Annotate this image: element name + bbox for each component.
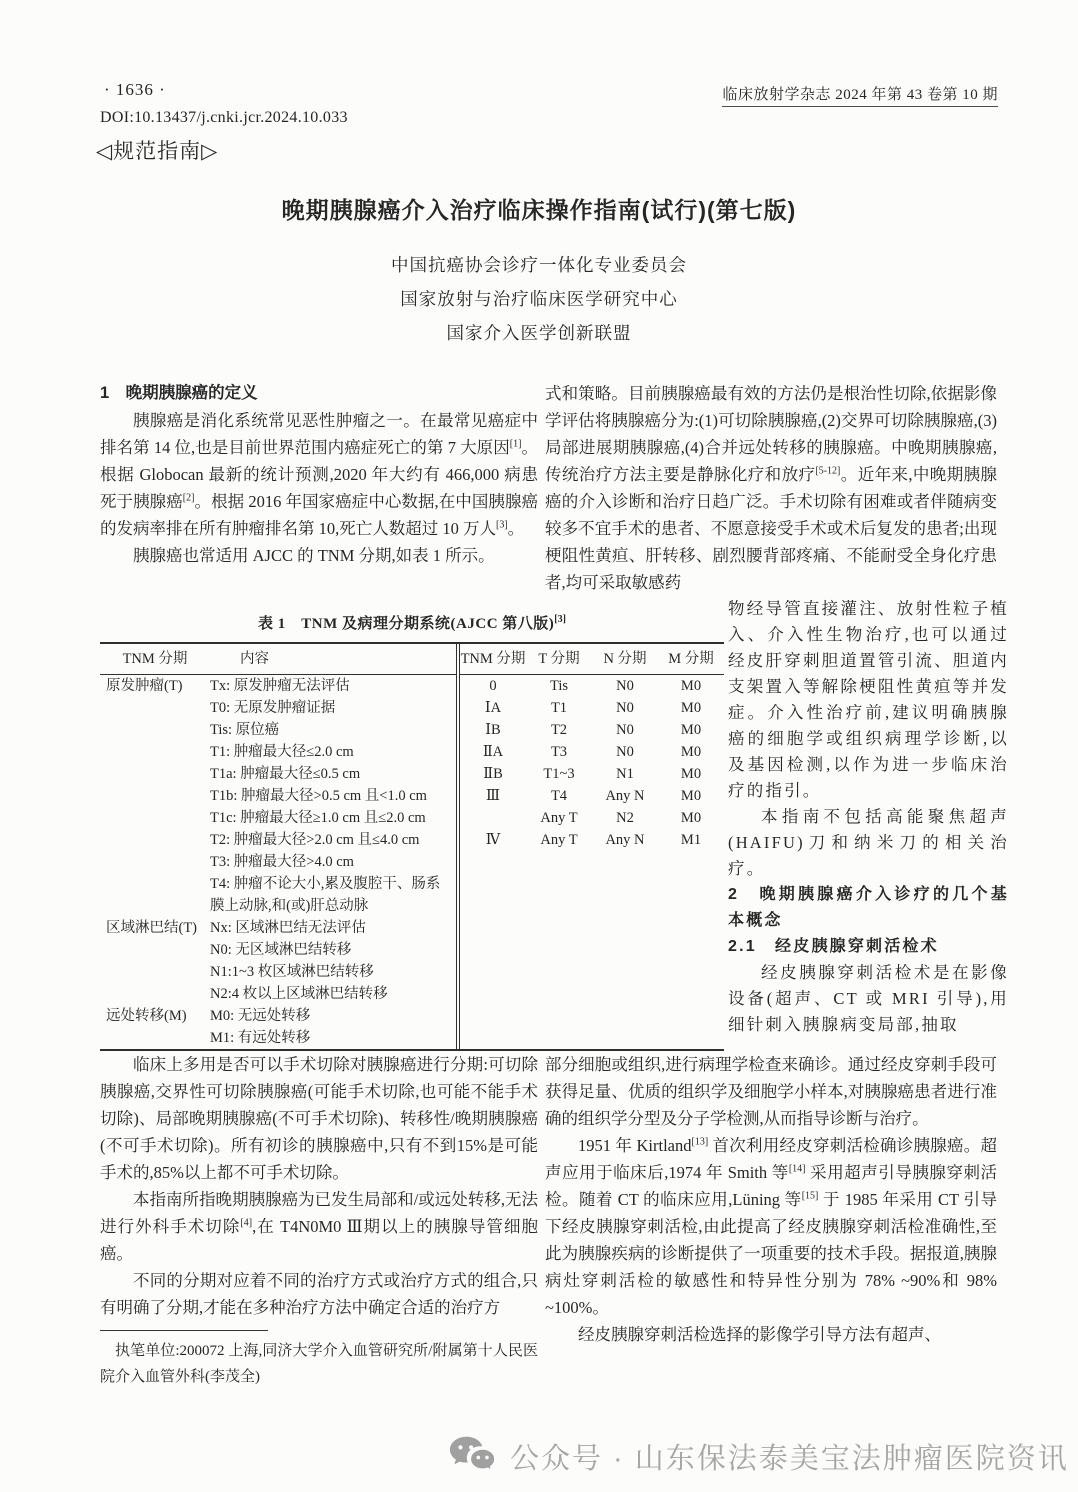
table-cell: Tis: 原位癌	[210, 722, 280, 738]
table-cell: N0: 无区域淋巴结转移	[210, 942, 352, 958]
table-row	[460, 763, 724, 785]
paragraph: 胰腺癌也常适用 AJCC 的 TNM 分期,如表 1 所示。	[133, 546, 495, 565]
author-footnote: 执笔单位:200072 上海,同济大学介入血管研究所/附属第十人民医院介入血管外科(李茂全)	[100, 1343, 538, 1385]
table-row	[460, 741, 724, 763]
table-row	[460, 719, 724, 741]
table-cell: Any T	[540, 810, 578, 826]
table-cell: T1~3	[543, 766, 575, 782]
table-group-metastasis	[100, 1005, 456, 1049]
table-group-lymph-nodes	[100, 917, 456, 1005]
table-cell: T0: 无原发肿瘤证据	[210, 700, 336, 716]
table-cell: Tx: 原发肿瘤无法评估	[210, 678, 350, 694]
reference-superscript: [4]	[240, 1217, 253, 1229]
reference-superscript: [3]	[554, 614, 566, 625]
table-cell: N2	[616, 810, 634, 826]
table-right-part	[460, 644, 724, 1049]
right-column-bottom	[545, 1051, 997, 1348]
table-cell: M0: 无远处转移	[210, 1008, 311, 1024]
table-cell: M0	[680, 788, 702, 804]
table-cell: M0	[680, 700, 702, 716]
affiliation-line: 国家介入医学创新联盟	[446, 323, 632, 343]
section-heading-1: 1 晚期胰腺癌的定义	[100, 384, 258, 402]
paragraph: 胰腺癌是消化系统常见恶性肿瘤之一。在最常见癌症中排名第 14 位,也是目前世界范围内癌症死亡的第 7 大原因[1]。根据 Globocan 最新的统计预测,2020 年大约有 466,000 病患死于胰腺癌[2]。根据 2016 年国家癌症中心数据,在中国胰腺癌的发病率排在所有肿瘤排名第 10,死亡人数超过 10 万人[3]。	[100, 411, 539, 538]
paragraph: 部分细胞或组织,进行病理学检查来确诊。通过经皮穿刺手段可获得足量、优质的组织学及细胞学小样本,对胰腺癌患者进行准确的组织学分型及分子学检测,从而指导诊断与治疗。	[545, 1055, 997, 1128]
table-cell: T4	[550, 788, 568, 804]
table-cell: N0	[616, 744, 634, 760]
table-header-row	[460, 644, 724, 675]
table-cell: Any T	[540, 832, 578, 848]
paragraph: 本指南不包括高能聚焦超声(HAIFU)刀和纳米刀的相关治疗。	[728, 807, 1009, 878]
wechat-icon	[448, 1434, 498, 1478]
table-cell: M1	[680, 832, 702, 848]
table-cell: T1	[550, 700, 568, 716]
doi: DOI:10.13437/j.cnki.jcr.2024.10.033	[100, 109, 348, 126]
column-header: T 分期	[538, 651, 580, 667]
section-heading-2-1: 2.1 经皮胰腺穿刺活检术	[728, 938, 939, 955]
table-cell: T1: 肿瘤最大径≤2.0 cm	[210, 744, 354, 760]
table-cell: T1c: 肿瘤最大径≥1.0 cm 且≤2.0 cm	[210, 810, 426, 826]
table-cell: Tis	[549, 678, 569, 694]
table-group-primary-tumor	[100, 675, 456, 917]
reference-superscript: [14]	[788, 1163, 806, 1175]
table-cell: N0	[616, 722, 634, 738]
paragraph: 经皮胰腺穿刺活检术是在影像设备(超声、CT 或 MRI 引导),用细针刺入胰腺病变局部,抽取	[728, 963, 1009, 1034]
table-cell: T2	[550, 722, 568, 738]
table-cell: Nx: 区域淋巴结无法评估	[210, 920, 366, 936]
table-row	[460, 697, 724, 719]
right-column-top	[545, 380, 997, 596]
table-cell: N1	[616, 766, 634, 782]
table-cell: N0	[616, 700, 634, 716]
table-cell: Any N	[605, 832, 645, 848]
reference-superscript: [1]	[509, 438, 522, 450]
affiliations	[0, 248, 1078, 350]
table-cell: Ⅳ	[485, 832, 501, 848]
table-cell	[460, 807, 526, 829]
table-cell: M0	[680, 766, 702, 782]
column-header: 内容	[240, 651, 269, 667]
table-cell: 0	[489, 678, 497, 694]
watermark-text: 公众号 · 山东保法泰美宝法肿瘤医院资讯	[510, 1442, 1069, 1475]
reference-superscript: [15]	[801, 1190, 819, 1202]
column-header: M 分期	[668, 651, 714, 667]
right-column-narrow	[728, 596, 1009, 1038]
table-cell: N0	[616, 678, 634, 694]
table-cell: ⅠA	[484, 700, 502, 716]
table-cell: Any N	[605, 788, 645, 804]
group-label: 远处转移(M)	[106, 1008, 187, 1024]
table-row	[460, 675, 724, 697]
table-cell: Ⅲ	[486, 788, 500, 804]
affiliation-line: 国家放射与治疗临床医学研究中心	[400, 289, 678, 309]
paragraph: 1951 年 Kirtland[13] 首次利用经皮穿刺活检确诊胰腺癌。超声应用于临床后,1974 年 Smith 等[14] 采用超声引导胰腺穿刺活检。随着 CT 的临床应用,Lüning 等[15] 于 1985 年采用 CT 引导下经皮胰腺穿刺活检,由此提高了经皮胰腺穿刺活检准确性,至此为胰腺疾病的诊断提供了一项重要的技术手段。据报道,胰腺病灶穿刺活检的敏感性和特异性分别为 78% ~90%和 98% ~100%。	[545, 1136, 998, 1317]
section-heading-2: 2 晚期胰腺癌介入诊疗的几个基本概念	[728, 886, 1009, 929]
table-left-part	[100, 644, 460, 1049]
affiliation-line: 中国抗癌协会诊疗一体化专业委员会	[391, 255, 687, 275]
table-cell: ⅡA	[482, 744, 504, 760]
table-cell: M1: 有远处转移	[210, 1030, 311, 1046]
table-caption: 表 1 TNM 及病理分期系统(AJCC 第八版)[3]	[258, 614, 566, 632]
reference-superscript: [2]	[182, 492, 195, 504]
table-header-row	[100, 644, 456, 675]
table-row	[460, 807, 724, 829]
footnote-rule	[100, 1330, 268, 1331]
paragraph: 经皮胰腺穿刺活检选择的影像学引导方法有超声、	[578, 1325, 941, 1344]
reference-superscript: [13]	[691, 1136, 709, 1148]
paragraph: 临床上多用是否可以手术切除对胰腺癌进行分期:可切除胰腺癌,交界性可切除胰腺癌(可能手术切除,也可能不能手术切除)、局部晚期胰腺癌(不可手术切除)、转移性/晚期胰腺癌(不可手术切除)。所有初诊的胰腺癌中,只有不到15%是可能手术的,85%以上都不可手术切除。	[100, 1055, 538, 1182]
paragraph: 物经导管直接灌注、放射性粒子植入、介入性生物治疗,也可以通过经皮肝穿刺胆道置管引流、胆道内支架置入等解除梗阻性黄疸等并发症。介入性治疗前,建议明确胰腺癌的细胞学或组织病理学诊断,以及基因检测,以作为进一步临床治疗的指引。	[728, 599, 1009, 800]
article-title: 晚期胰腺癌介入治疗临床操作指南(试行)(第七版)	[281, 197, 797, 224]
reference-superscript: [5-12]	[815, 465, 841, 477]
left-column-bottom	[100, 1051, 538, 1390]
group-label: 区域淋巴结(T)	[106, 920, 198, 936]
group-label: 原发肿瘤(T)	[106, 678, 183, 694]
column-header: N 分期	[603, 651, 647, 667]
table-cell: T1b: 肿瘤最大径>0.5 cm 且<1.0 cm	[210, 788, 427, 804]
table-1	[100, 612, 724, 1051]
table-cell: T1a: 肿瘤最大径≤0.5 cm	[210, 766, 361, 782]
journal-info: 临床放射学杂志 2024 年第 43 卷第 10 期	[722, 83, 998, 107]
paragraph: 不同的分期对应着不同的治疗方式或治疗方式的组合,只有明确了分期,才能在多种治疗方法中确定合适的治疗方	[100, 1271, 538, 1317]
table-row	[460, 829, 724, 851]
table-cell: ⅡB	[483, 766, 503, 782]
table-cell: T3: 肿瘤最大径>4.0 cm	[210, 854, 354, 870]
table-cell: T4: 肿瘤不论大小,累及腹腔干、肠系膜上动脉,和(或)肝总动脉	[210, 876, 441, 914]
watermark	[448, 1434, 1069, 1478]
table-cell: M0	[680, 722, 702, 738]
page-number: · 1636 ·	[104, 80, 166, 99]
table-cell: M0	[680, 744, 702, 760]
section-marker: ◁规范指南▷	[96, 139, 219, 163]
left-column-top	[100, 380, 538, 569]
column-header: TNM 分期	[122, 651, 188, 667]
tnm-staging-table	[100, 642, 724, 1051]
paragraph: 本指南所指晚期胰腺癌为已发生局部和/或远处转移,无法进行外科手术切除[4],在 T4N0M0 Ⅲ期以上的胰腺导管细胞癌。	[100, 1190, 539, 1263]
table-cell: T2: 肿瘤最大径>2.0 cm 且≤4.0 cm	[210, 832, 420, 848]
table-cell: T3	[550, 744, 568, 760]
table-cell: M0	[680, 678, 702, 694]
table-cell: N2:4 枚以上区域淋巴结转移	[210, 986, 388, 1002]
table-row	[460, 785, 724, 807]
table-cell: ⅠB	[485, 722, 501, 738]
table-cell: N1:1~3 枚区域淋巴结转移	[210, 964, 374, 980]
column-header: TNM 分期	[460, 651, 526, 667]
paragraph: 式和策略。目前胰腺癌最有效的方法仍是根治性切除,依据影像学评估将胰腺癌分为:(1)可切除胰腺癌,(2)交界可切除胰腺癌,(3)局部进展期胰腺癌,(4)合并远处转移的胰腺癌。中晚期胰腺癌,传统治疗方法主要是静脉化疗和放疗[5-12]。近年来,中晚期胰腺癌的介入诊断和治疗日趋广泛。手术切除有困难或者伴随病变较多不宜手术的患者、不愿意接受手术或术后复发的患者;出现梗阻性黄疸、肝转移、剧烈腰背部疼痛、不能耐受全身化疗患者,均可采取敏感药	[545, 384, 998, 592]
reference-superscript: [3]	[496, 519, 508, 531]
table-cell: M0	[680, 810, 702, 826]
